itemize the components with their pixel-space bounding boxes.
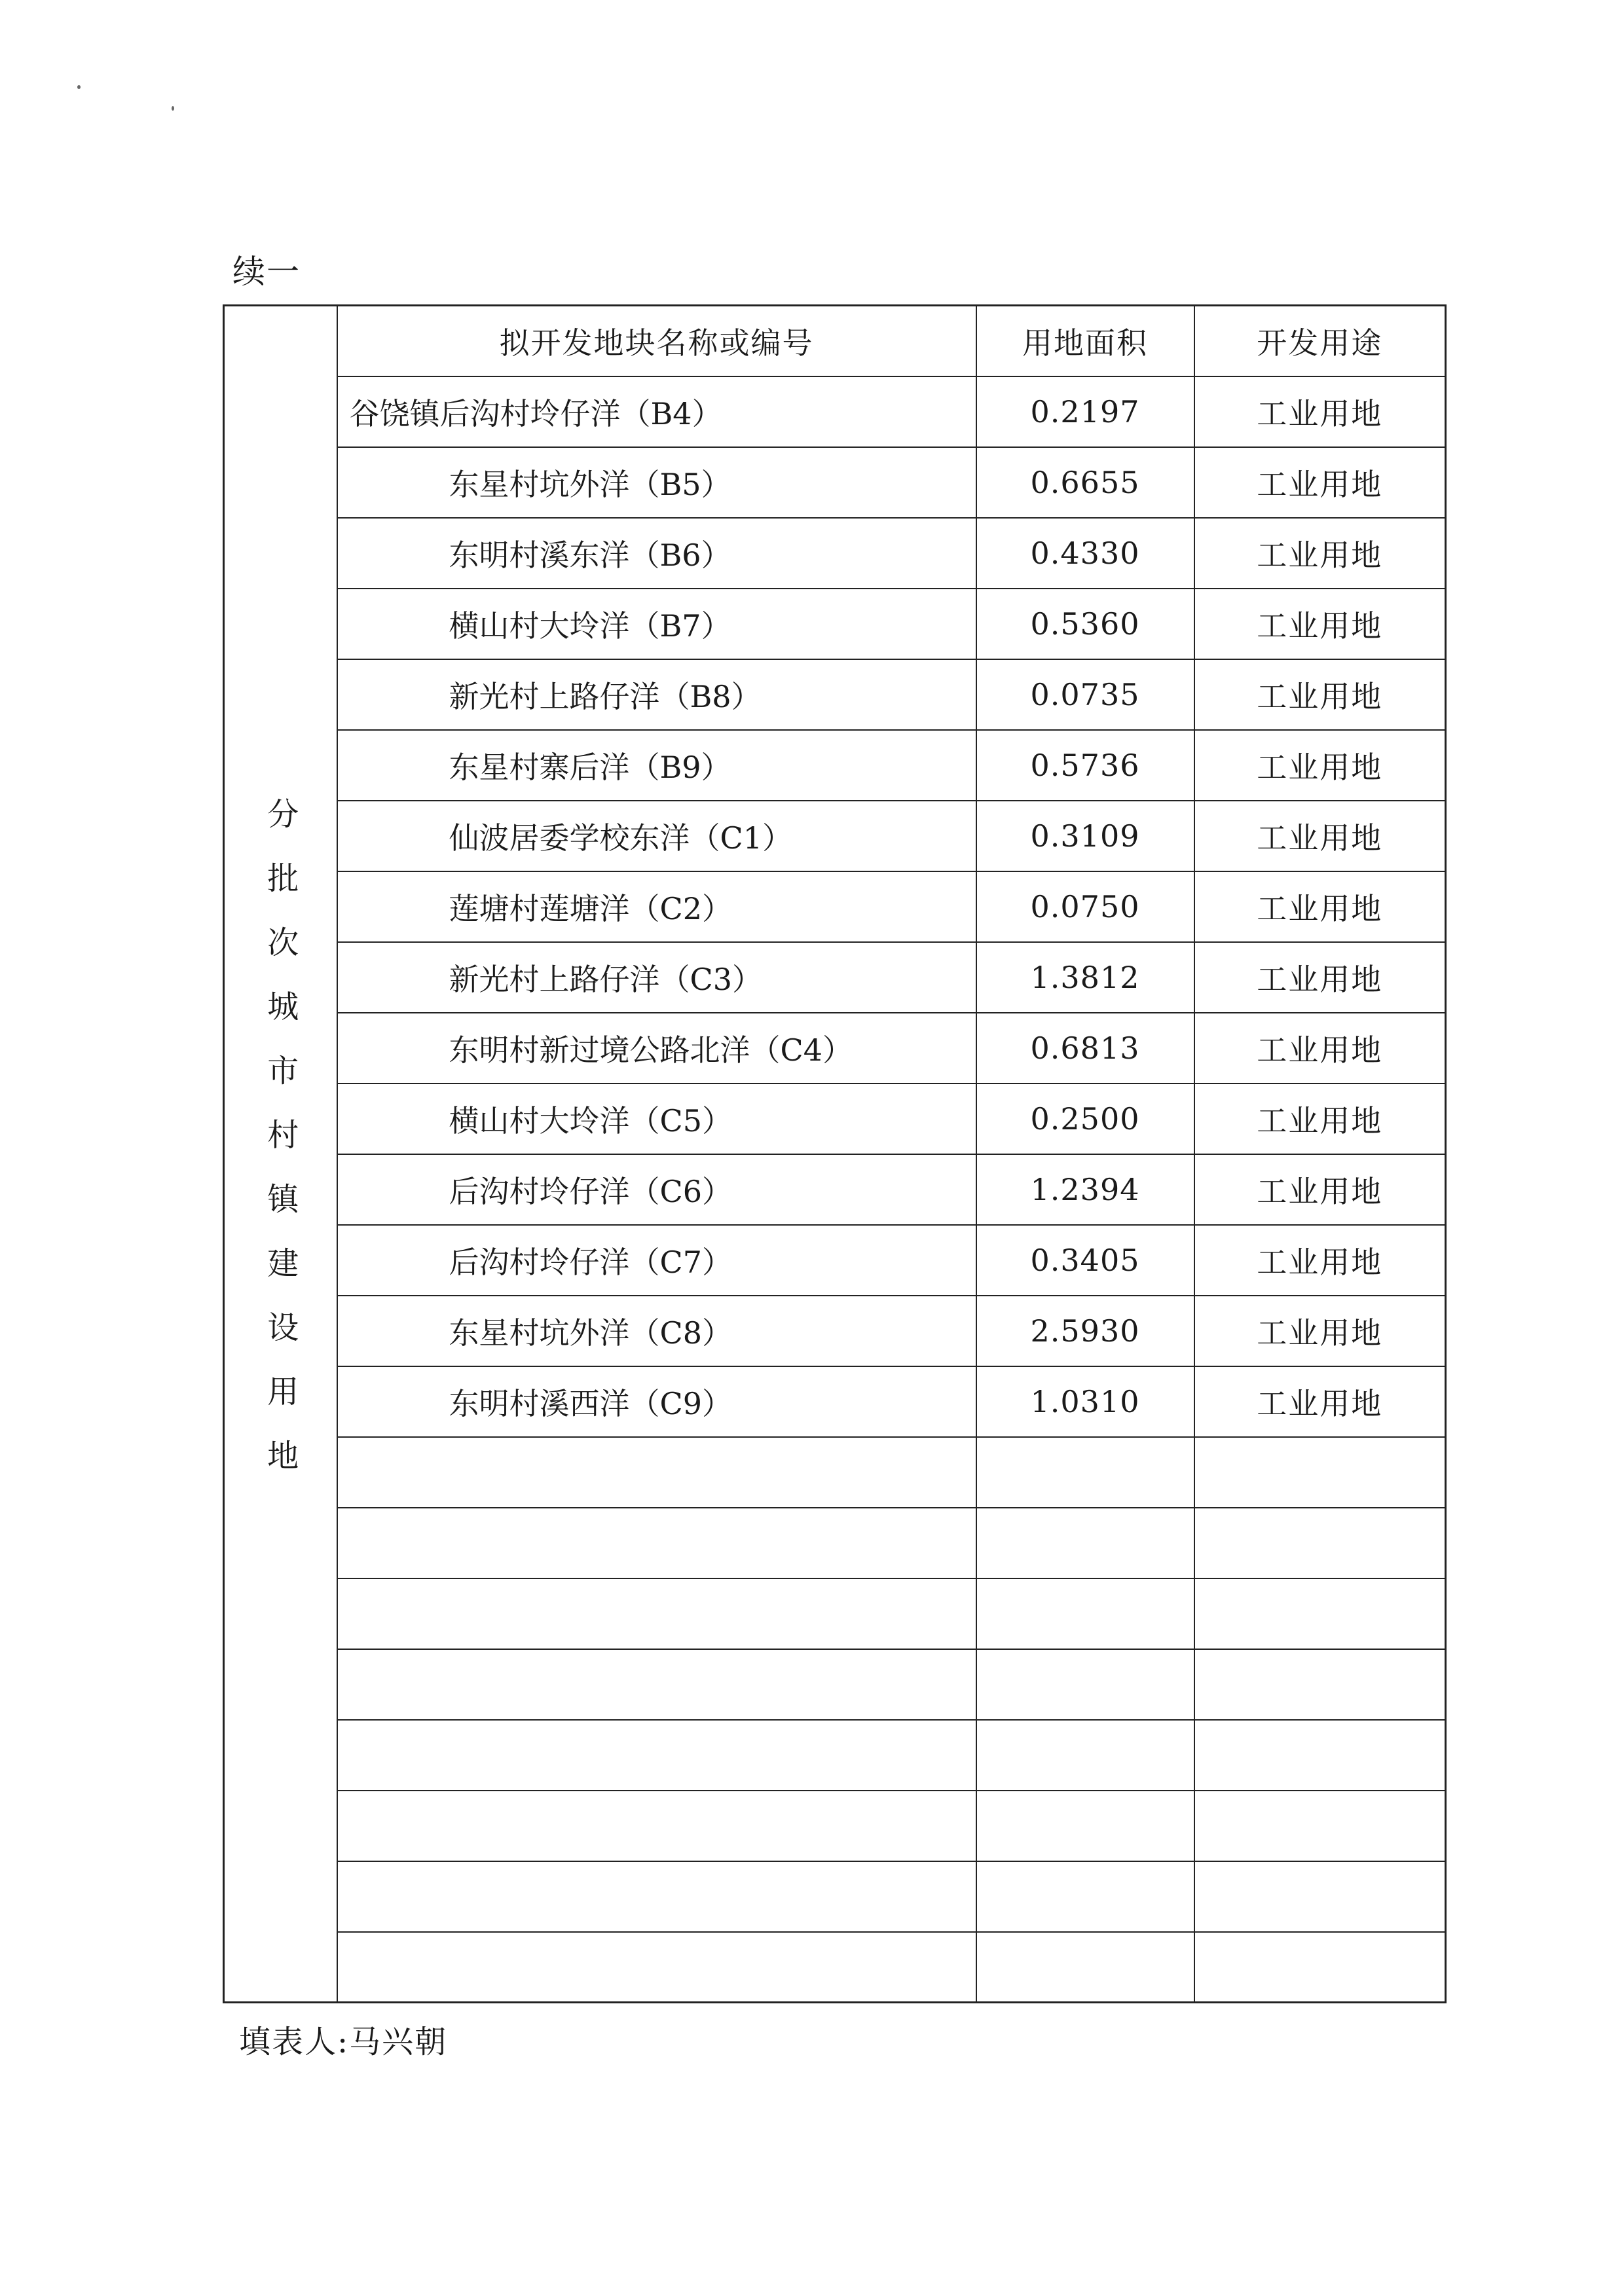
development-use-cell (1194, 1861, 1446, 1932)
development-use-cell: 工业用地 (1194, 589, 1446, 659)
table-row (224, 1013, 1446, 1084)
parcel-name-cell (337, 1791, 976, 1861)
land-area-cell: 0.3109 (976, 801, 1194, 871)
header-development-use: 开发用途 (1194, 306, 1446, 376)
land-area-cell (976, 1791, 1194, 1861)
development-use-cell: 工业用地 (1194, 1013, 1446, 1084)
parcel-name-cell: 东星村坑外洋（B5） (337, 447, 976, 518)
land-area-cell: 0.2197 (976, 376, 1194, 447)
table-row (224, 1296, 1446, 1366)
land-area-cell (976, 1508, 1194, 1578)
table-row (224, 659, 1446, 730)
land-area-cell: 2.5930 (976, 1296, 1194, 1366)
land-area-cell: 1.3812 (976, 942, 1194, 1013)
land-area-cell: 1.2394 (976, 1154, 1194, 1225)
category-cell (224, 306, 337, 2003)
table-row (224, 730, 1446, 801)
parcel-name-cell: 横山村大坽洋（C5） (337, 1084, 976, 1154)
header-land-area: 用地面积 (976, 306, 1194, 376)
parcel-name-cell: 后沟村坽仔洋（C7） (337, 1225, 976, 1296)
development-use-cell (1194, 1508, 1446, 1578)
land-area-cell: 1.0310 (976, 1366, 1194, 1437)
parcel-name-cell: 莲塘村莲塘洋（C2） (337, 871, 976, 942)
table-row (224, 518, 1446, 589)
continuation-label: 续一 (232, 253, 301, 291)
development-use-cell: 工业用地 (1194, 871, 1446, 942)
land-area-cell: 0.6813 (976, 1013, 1194, 1084)
table-row (224, 1720, 1446, 1791)
form-filler: 填表人:马兴朝 (239, 2024, 448, 2060)
table-row (224, 801, 1446, 871)
land-area-cell (976, 1932, 1194, 2003)
parcel-name-cell: 东明村溪西洋（C9） (337, 1366, 976, 1437)
header-parcel-name: 拟开发地块名称或编号 (337, 306, 976, 376)
land-area-cell: 0.2500 (976, 1084, 1194, 1154)
development-use-cell: 工业用地 (1194, 447, 1446, 518)
development-use-cell (1194, 1649, 1446, 1720)
parcel-name-cell: 东明村新过境公路北洋（C4） (337, 1013, 976, 1084)
table-row (224, 1508, 1446, 1578)
table-row (224, 447, 1446, 518)
table-row (224, 1154, 1446, 1225)
parcel-name-cell: 仙波居委学校东洋（C1） (337, 801, 976, 871)
table-row (224, 1225, 1446, 1296)
land-area-cell (976, 1649, 1194, 1720)
parcel-name-cell (337, 1649, 976, 1720)
land-area-cell: 0.6655 (976, 447, 1194, 518)
parcel-name-cell: 东星村坑外洋（C8） (337, 1296, 976, 1366)
table-row (224, 1932, 1446, 2003)
development-use-cell (1194, 1720, 1446, 1791)
table-body (224, 306, 1446, 2003)
parcel-name-cell (337, 1932, 976, 2003)
land-area-cell: 0.3405 (976, 1225, 1194, 1296)
parcel-name-cell (337, 1578, 976, 1649)
parcel-name-cell (337, 1720, 976, 1791)
parcel-name-cell: 东星村寨后洋（B9） (337, 730, 976, 801)
parcel-name-cell: 东明村溪东洋（B6） (337, 518, 976, 589)
table-row (224, 1366, 1446, 1437)
development-use-cell: 工业用地 (1194, 1225, 1446, 1296)
development-use-cell: 工业用地 (1194, 659, 1446, 730)
land-area-cell: 0.0750 (976, 871, 1194, 942)
development-use-cell: 工业用地 (1194, 376, 1446, 447)
land-area-cell: 0.4330 (976, 518, 1194, 589)
land-area-cell (976, 1437, 1194, 1508)
development-use-cell (1194, 1932, 1446, 2003)
development-use-cell: 工业用地 (1194, 801, 1446, 871)
table-row (224, 1437, 1446, 1508)
land-parcel-table (223, 304, 1447, 2003)
parcel-name-cell: 新光村上路仔洋（B8） (337, 659, 976, 730)
development-use-cell (1194, 1437, 1446, 1508)
table-row (224, 1791, 1446, 1861)
table-row (224, 1578, 1446, 1649)
table-row (224, 942, 1446, 1013)
development-use-cell: 工业用地 (1194, 1154, 1446, 1225)
parcel-name-cell: 谷饶镇后沟村坽仔洋（B4） (337, 376, 976, 447)
table-row (224, 1649, 1446, 1720)
table-row (224, 589, 1446, 659)
table-row (224, 871, 1446, 942)
development-use-cell: 工业用地 (1194, 1084, 1446, 1154)
development-use-cell: 工业用地 (1194, 730, 1446, 801)
development-use-cell: 工业用地 (1194, 518, 1446, 589)
scan-speck (77, 85, 81, 89)
parcel-name-cell: 横山村大坽洋（B7） (337, 589, 976, 659)
land-area-cell (976, 1720, 1194, 1791)
land-area-cell: 0.5736 (976, 730, 1194, 801)
category-label: 分批次城市村镇建设用地 (261, 797, 299, 1503)
table-row (224, 1084, 1446, 1154)
table-row (224, 1861, 1446, 1932)
development-use-cell: 工业用地 (1194, 1366, 1446, 1437)
development-use-cell: 工业用地 (1194, 1296, 1446, 1366)
development-use-cell (1194, 1791, 1446, 1861)
land-area-cell (976, 1861, 1194, 1932)
parcel-name-cell (337, 1437, 976, 1508)
parcel-name-cell: 新光村上路仔洋（C3） (337, 942, 976, 1013)
table-row (224, 376, 1446, 447)
parcel-name-cell (337, 1861, 976, 1932)
land-area-cell: 0.0735 (976, 659, 1194, 730)
scan-speck (172, 106, 174, 111)
development-use-cell (1194, 1578, 1446, 1649)
table-header-row (224, 306, 1446, 376)
land-area-cell (976, 1578, 1194, 1649)
development-use-cell: 工业用地 (1194, 942, 1446, 1013)
land-area-cell: 0.5360 (976, 589, 1194, 659)
parcel-name-cell (337, 1508, 976, 1578)
parcel-name-cell: 后沟村坽仔洋（C6） (337, 1154, 976, 1225)
